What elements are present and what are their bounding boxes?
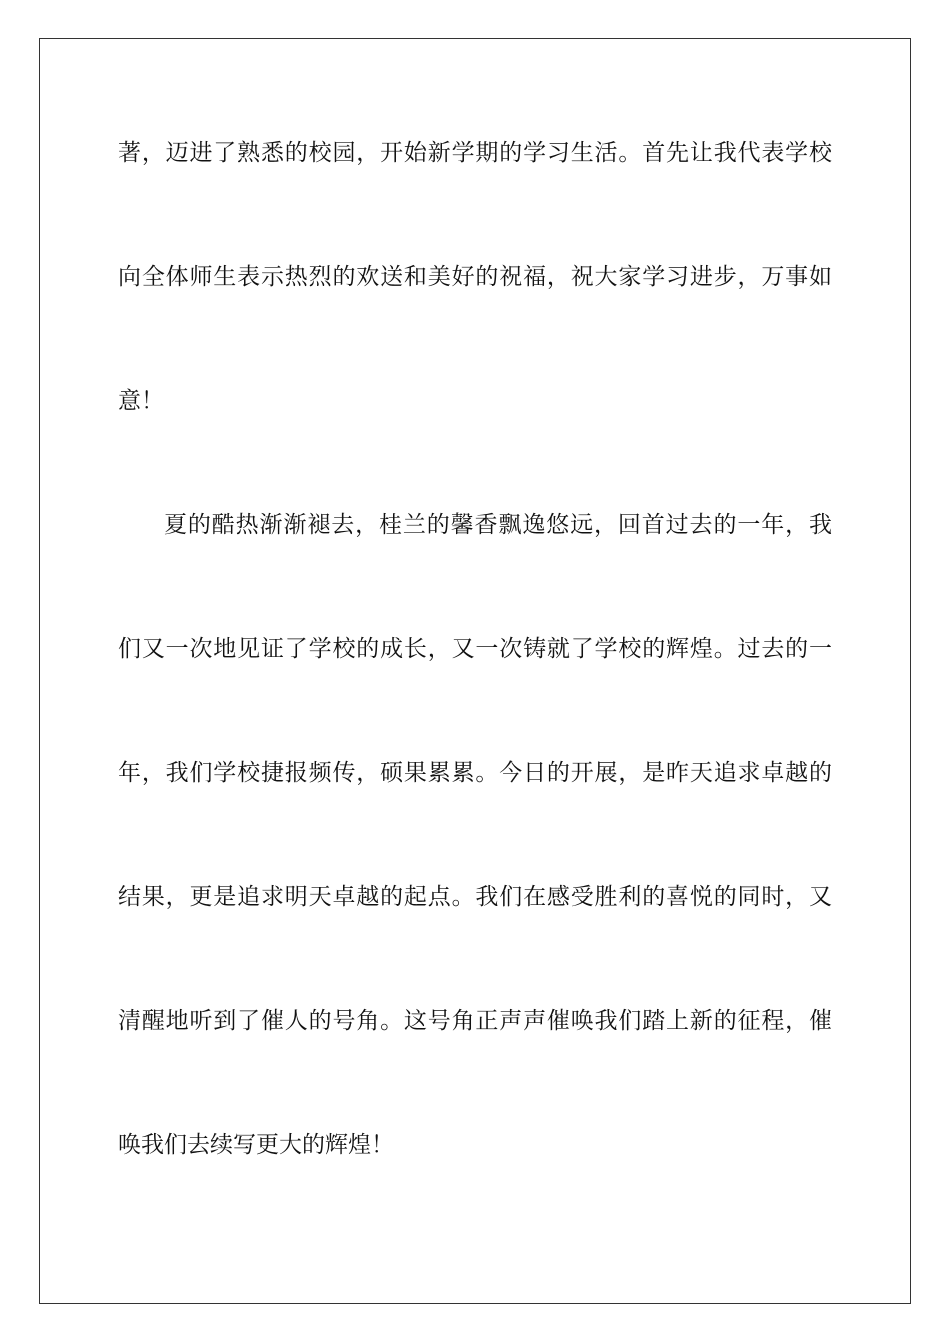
text-line: 意！: [118, 388, 164, 414]
text-line: 们又一次地见证了学校的成长，又一次铸就了学校的辉煌。过去的一: [118, 636, 832, 662]
text-line: 唤我们去续写更大的辉煌！: [118, 1132, 394, 1158]
text-line: 清醒地听到了催人的号角。这号角正声声催唤我们踏上新的征程，催: [118, 1008, 832, 1034]
text-line: 年，我们学校捷报频传，硕果累累。今日的开展，是昨天追求卓越的: [118, 760, 832, 786]
text-line: 夏的酷热渐渐褪去，桂兰的馨香飘逸悠远，回首过去的一年，我: [164, 512, 832, 538]
text-line: 向全体师生表示热烈的欢送和美好的祝福，祝大家学习进步，万事如: [118, 264, 832, 290]
text-line: 结果，更是追求明天卓越的起点。我们在感受胜利的喜悦的同时，又: [118, 884, 832, 910]
page-border: [39, 38, 911, 1304]
text-line: 著，迈进了熟悉的校园，开始新学期的学习生活。首先让我代表学校: [118, 140, 832, 166]
